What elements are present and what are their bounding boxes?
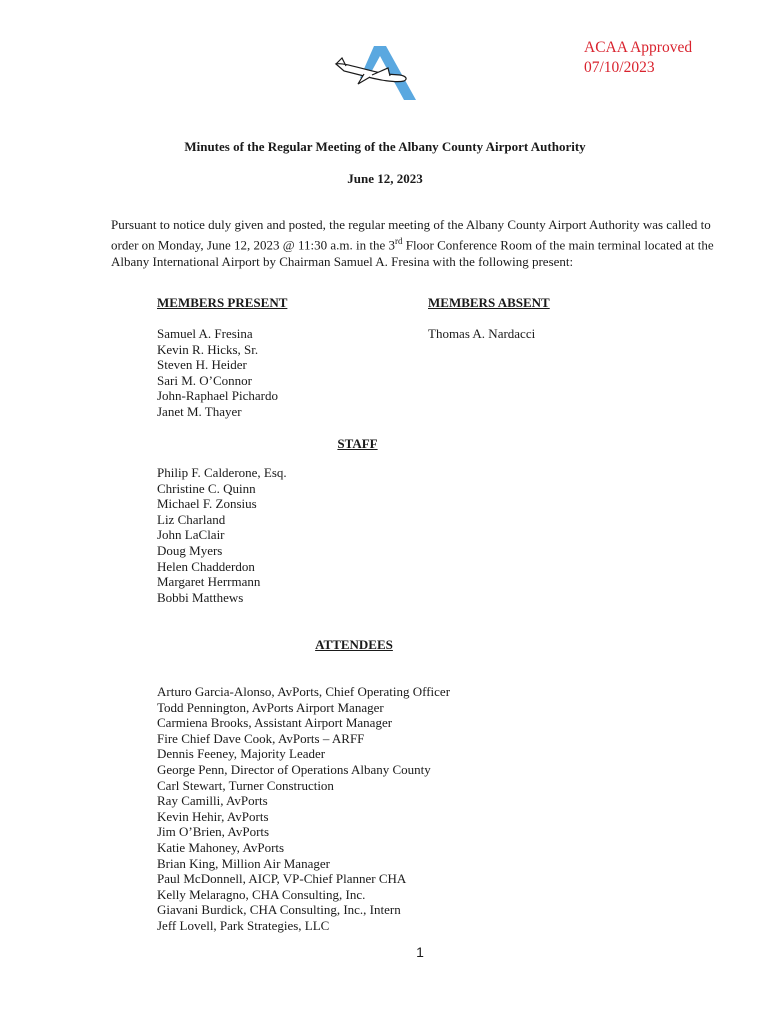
list-item: John LaClair	[157, 527, 225, 543]
staff-heading-text: STAFF	[337, 436, 378, 451]
airplane-a-logo-icon	[334, 44, 426, 102]
list-item: Kevin R. Hicks, Sr.	[157, 341, 259, 357]
list-item: Kevin Hehir, AvPorts	[157, 808, 269, 824]
list-item: Bobbi Matthews	[157, 589, 244, 605]
list-item: Arturo Garcia-Alonso, AvPorts, Chief Operating Officer	[157, 684, 451, 699]
list-item: Janet M. Thayer	[157, 403, 242, 419]
list-item: Fire Chief Dave Cook, AvPorts – ARFF	[157, 730, 365, 746]
intro-paragraph	[111, 216, 731, 270]
list-item: Carmiena Brooks, Assistant Airport Manager	[157, 715, 393, 731]
attendees-list	[157, 684, 450, 934]
list-item: Philip F. Calderone, Esq.	[157, 465, 287, 480]
intro-text-start: Pursuant to notice duly given and posted, the regular meeting of the Albany County Airport Authority was called to order on Monday, June 12, 2023 @ 11:30 a.m. in the 3	[111, 217, 711, 253]
list-item: Jim O’Brien, AvPorts	[157, 824, 270, 840]
list-item: Carl Stewart, Turner Construction	[157, 777, 334, 793]
list-item: Steven H. Heider	[157, 357, 247, 373]
list-item: Jeff Lovell, Park Strategies, LLC	[157, 917, 330, 933]
list-item: Sari M. O’Connor	[157, 372, 252, 388]
list-item: Paul McDonnell, AICP, VP-Chief Planner CHA	[157, 871, 407, 887]
document-title: Minutes of the Regular Meeting of the Albany County Airport Authority	[184, 139, 586, 154]
members-absent-list	[428, 326, 535, 342]
list-item: Christine C. Quinn	[157, 480, 256, 496]
list-item: Samuel A. Fresina	[157, 326, 253, 341]
list-item: Giavani Burdick, CHA Consulting, Inc., Intern	[157, 902, 401, 918]
approval-date: 07/10/2023	[584, 59, 655, 76]
list-item: Thomas A. Nardacci	[428, 326, 536, 341]
list-item: Kelly Melaragno, CHA Consulting, Inc.	[157, 886, 366, 902]
list-item: Michael F. Zonsius	[157, 496, 257, 512]
list-item: John-Raphael Pichardo	[157, 388, 278, 404]
list-item: Todd Pennington, AvPorts Airport Manager	[157, 699, 384, 715]
list-item: Liz Charland	[157, 511, 226, 527]
list-item: Margaret Herrmann	[157, 574, 261, 590]
approval-label: ACAA Approved	[584, 39, 693, 56]
list-item: Dennis Feeney, Majority Leader	[157, 746, 326, 762]
attendees-heading-text: ATTENDEES	[315, 637, 393, 652]
attendees-heading	[0, 637, 708, 653]
list-item: George Penn, Director of Operations Albany County	[157, 761, 431, 777]
members-absent-heading: MEMBERS ABSENT	[428, 295, 550, 310]
list-item: Ray Camilli, AvPorts	[157, 793, 268, 809]
members-present-list	[157, 326, 278, 420]
list-item: Katie Mahoney, AvPorts	[157, 839, 285, 855]
page-number: 1	[416, 944, 424, 960]
list-item: Helen Chadderdon	[157, 558, 255, 574]
intro-text-end: Floor Conference Room of the main terminal located at the Albany International Airport by Chairman Samuel A. Fresina with the following present:	[111, 237, 714, 270]
intro-superscript: rd	[394, 236, 403, 246]
staff-heading	[0, 436, 715, 452]
staff-list	[157, 465, 287, 605]
list-item: Doug Myers	[157, 542, 223, 558]
list-item: Brian King, Million Air Manager	[157, 855, 330, 871]
meeting-date: June 12, 2023	[347, 171, 423, 186]
approval-stamp	[584, 38, 692, 78]
members-present-heading: MEMBERS PRESENT	[157, 295, 288, 310]
